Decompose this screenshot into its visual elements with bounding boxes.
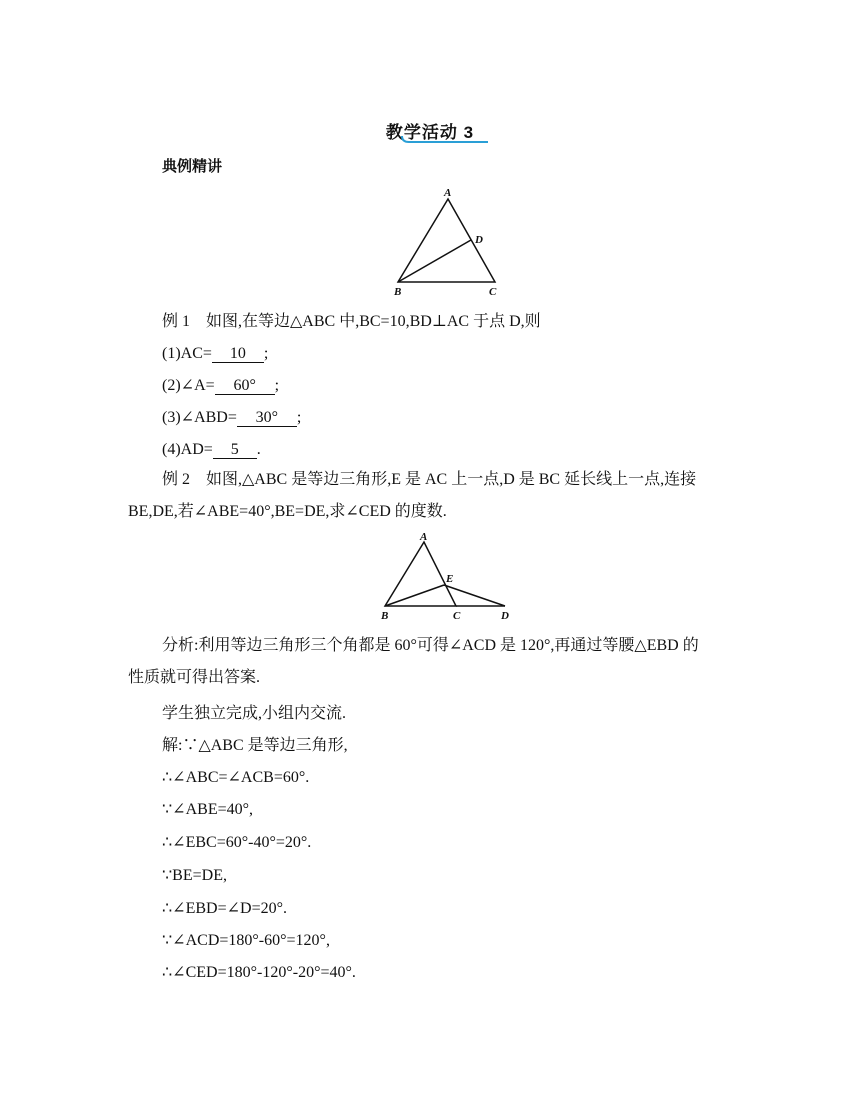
q3-answer: 30° (237, 409, 297, 427)
example1-q4 (162, 440, 261, 460)
solution-line: 解:∵△ABC 是等边三角形, (162, 737, 348, 754)
example1-q1 (162, 344, 268, 364)
solution-line: ∵∠ACD=180°-60°=120°, (162, 932, 330, 949)
example1-q3 (162, 408, 301, 428)
figure2-label-b: B (381, 610, 389, 622)
figure2-label-d: D (501, 610, 509, 622)
example1-stem: 例 1 如图,在等边△ABC 中,BC=10,BD⊥AC 于点 D,则 (162, 313, 541, 330)
q4-answer: 5 (213, 441, 257, 459)
solution-line: ∵BE=DE, (162, 867, 227, 884)
figure2-label-a: A (420, 531, 428, 543)
section-title: 教学活动 3 (385, 123, 475, 142)
figure-triangle-abc-with-d (385, 185, 505, 300)
q4-suffix: . (256, 441, 261, 458)
analysis-line1: 分析:利用等边三角形三个角都是 60°可得∠ACD 是 120°,再通过等腰△EBD 的 (162, 637, 699, 654)
figure1-label-a: A (444, 187, 452, 199)
figure2-label-c: C (453, 610, 461, 622)
activity-note: 学生独立完成,小组内交流. (162, 705, 347, 722)
q3-suffix: ; (296, 409, 302, 426)
figure2-label-e: E (446, 573, 454, 585)
solution-line: ∴∠EBD=∠D=20°. (162, 900, 287, 917)
figure1-label-b: B (394, 286, 402, 298)
q1-answer: 10 (212, 345, 264, 363)
example1-q2 (162, 376, 279, 396)
q1-prefix: (1)AC= (162, 345, 212, 362)
solution-line: ∴∠EBC=60°-40°=20°. (162, 834, 312, 851)
analysis-line2: 性质就可得出答案. (128, 669, 261, 686)
subsection-title: 典例精讲 (162, 158, 223, 175)
solution-line: ∴∠ABC=∠ACB=60°. (162, 769, 310, 786)
q3-prefix: (3)∠ABD= (162, 409, 237, 426)
figure-triangle-abc-with-e-d (372, 530, 522, 625)
solution-line: ∴∠CED=180°-120°-20°=40°. (162, 964, 356, 981)
q4-prefix: (4)AD= (162, 441, 213, 458)
q2-prefix: (2)∠A= (162, 377, 215, 394)
q2-suffix: ; (274, 377, 280, 394)
q2-answer: 60° (215, 377, 275, 395)
figure1-label-c: C (489, 286, 497, 298)
q1-suffix: ; (263, 345, 269, 362)
example2-stem-line2: BE,DE,若∠ABE=40°,BE=DE,求∠CED 的度数. (128, 503, 447, 520)
solution-line: ∵∠ABE=40°, (162, 801, 254, 818)
figure1-label-d: D (475, 234, 483, 246)
heading-underline-decoration (400, 136, 490, 144)
example2-stem-line1: 例 2 如图,△ABC 是等边三角形,E 是 AC 上一点,D 是 BC 延长线上一点,连接 (162, 471, 697, 488)
